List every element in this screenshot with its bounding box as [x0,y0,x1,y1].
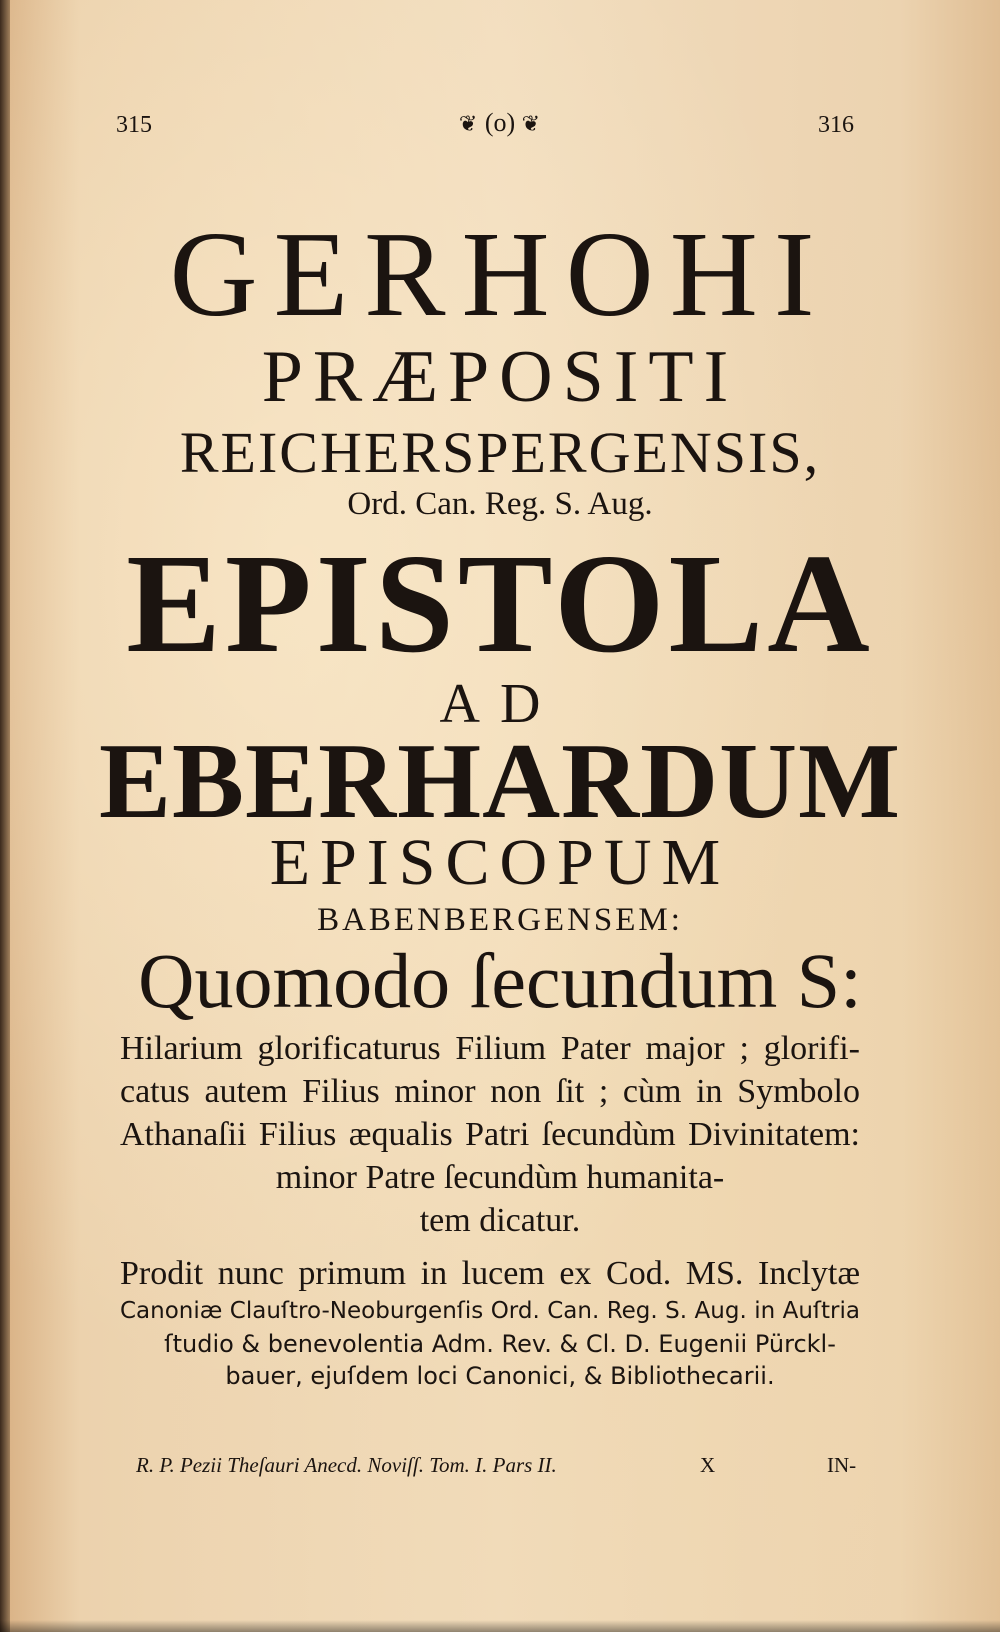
title-recipient-see: BABENBERGENSEM: [317,902,683,938]
running-head-text: (o) [484,108,516,137]
title-office: PRÆPOSITI [261,336,739,418]
provenance-line-1: Prodit nunc primum in lucem ex Cod. MS. Inclytæ [120,1255,860,1292]
title-epistola: EPISTOLA [126,524,874,682]
page-number-left: 315 [116,112,152,138]
title-order: Ord. Can. Reg. S. Aug. [347,486,653,522]
title-author: GERHOHI [169,207,831,342]
title-recipient: EBERHARDUM [98,722,902,841]
footer-catchword: IN- [827,1453,857,1477]
title-recipient-office: EPISCOPUM [269,826,731,899]
title-place: REICHERSPERGENSIS, [179,420,821,485]
body-line-3: Athanaſii Filius æqualis Patri ſecundùm Divinitatem: [120,1116,860,1153]
ornament-icon: ❦ [521,111,542,136]
provenance-line-4: bauer, ejuſdem loci Canonici, & Bibliothecarii. [225,1362,775,1390]
page-number-right: 316 [818,112,854,138]
footer-signature-mark: X [700,1453,716,1477]
body-line-1: Hilarium glorificaturus Filium Pater major ; glorifi- [120,1030,860,1067]
footer-signature: R. P. Pezii Theſauri Anecd. Noviſſ. Tom. I. Pars II. [136,1453,557,1477]
page-bottom-edge [0,1620,1000,1632]
body-line-5: tem dicatur. [419,1202,581,1239]
body-line-2: catus autem Filius minor non ſit ; cùm in Symbolo [120,1073,860,1110]
provenance-line-2: Canoniæ Clauſtro-Neoburgenſis Ord. Can. Reg. S. Aug. in Auſtria [120,1298,860,1324]
title-subject: Quomodo ſecundum S: [138,937,862,1024]
ornament-icon: ❦ [458,111,479,136]
body-line-4: minor Patre ſecundùm humanita- [275,1159,725,1196]
provenance-line-3: ſtudio & benevolentia Adm. Rev. & Cl. D. Eugenii Pürckl- [164,1330,836,1358]
title-ad: AD [439,673,561,735]
